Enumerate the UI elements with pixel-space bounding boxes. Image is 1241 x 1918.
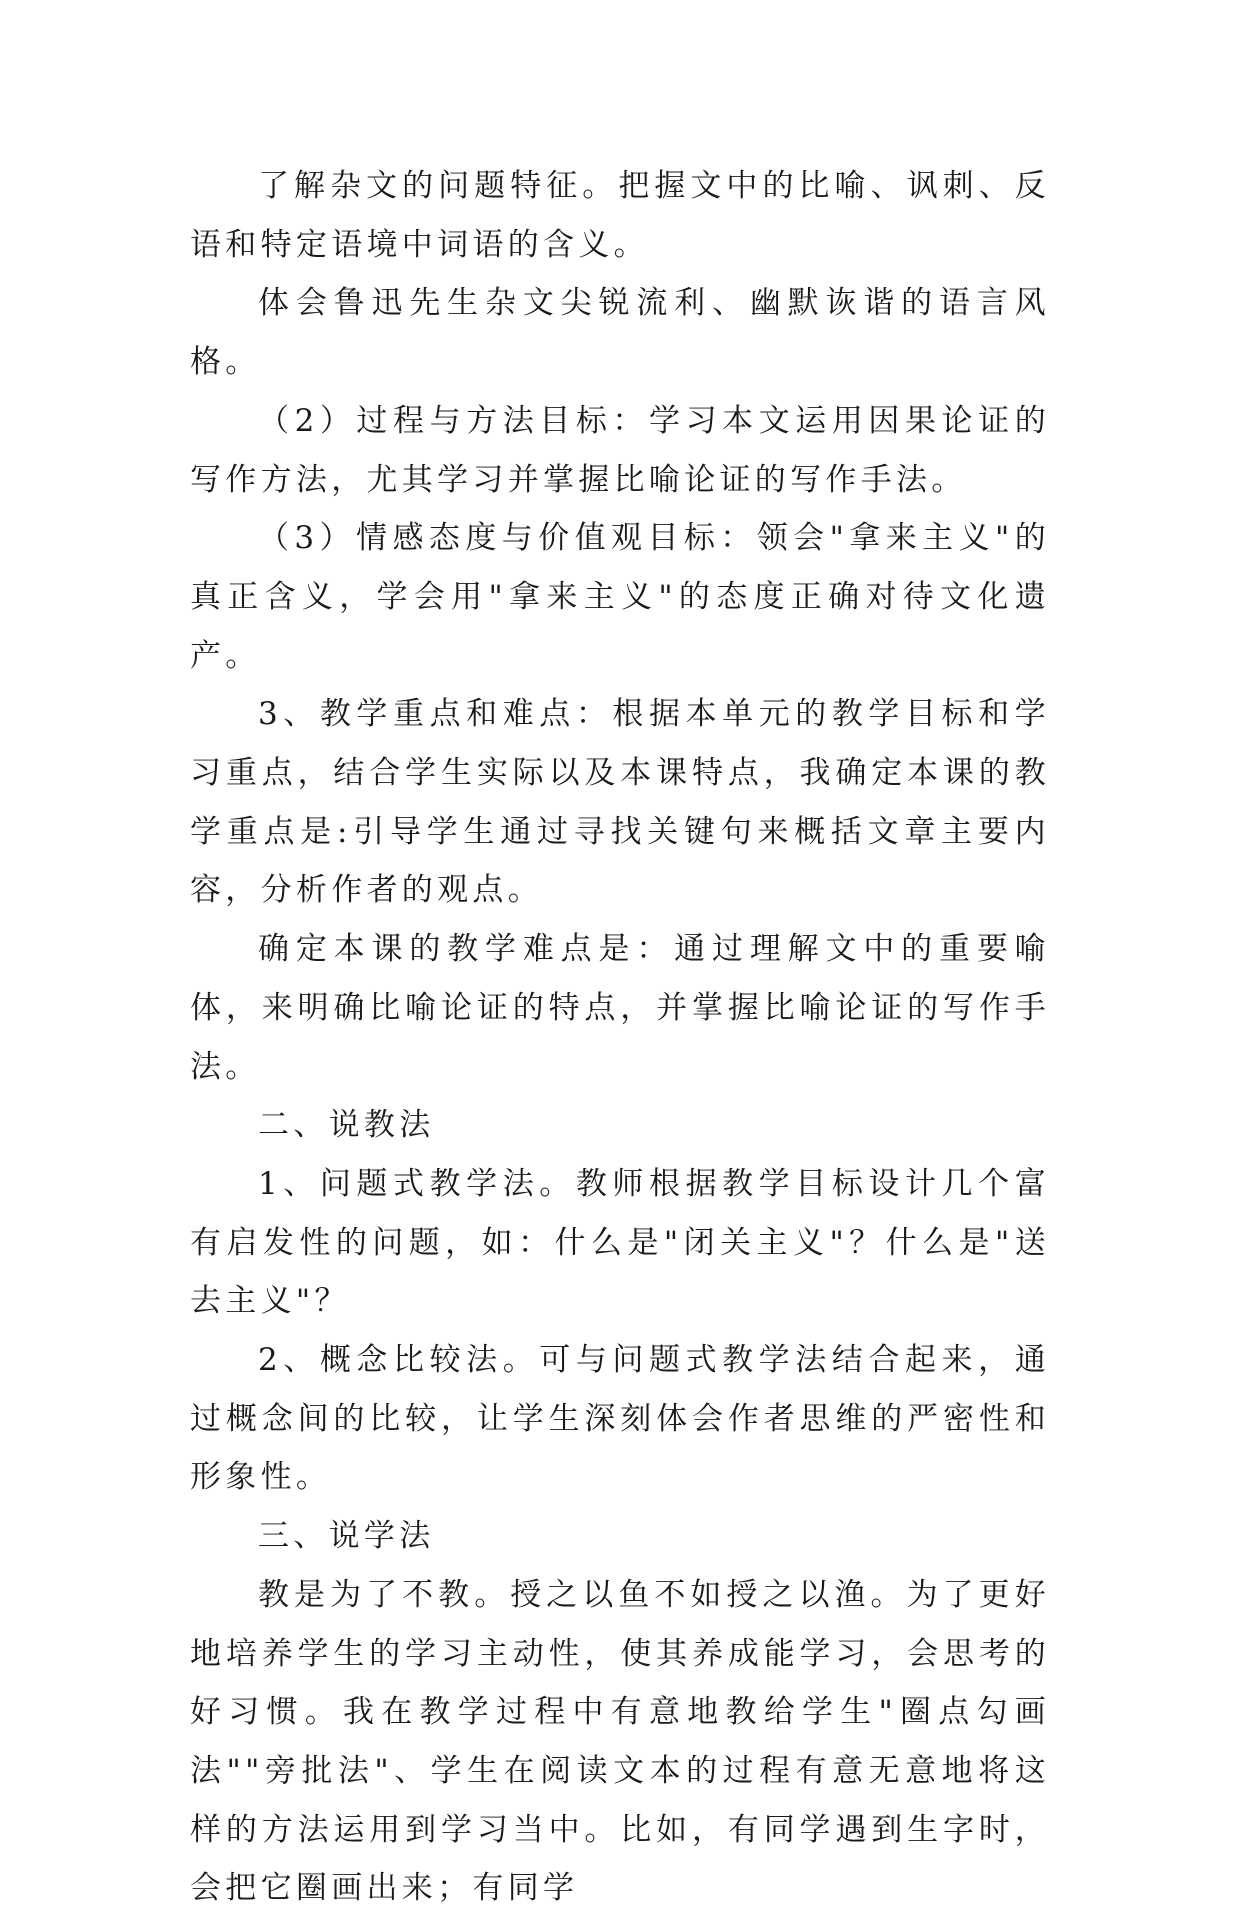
paragraph-language-style: 体会鲁迅先生杂文尖锐流利、幽默诙谐的语言风格。 xyxy=(190,285,1050,381)
paragraph-difficult-point: 确定本课的教学难点是：通过理解文中的重要喻体，来明确比喻论证的特点，并掌握比喻论证的写作手法。 xyxy=(190,931,1050,1085)
paragraph-emotion-value-goal: （3）情感态度与价值观目标：领会"拿来主义"的真正含义，学会用"拿来主义"的态度正确对待文化遗产。 xyxy=(190,520,1050,674)
heading-teaching-method: 二、说教法 xyxy=(258,1107,435,1144)
paragraph-key-difficult-points: 3、教学重点和难点：根据本单元的教学目标和学习重点，结合学生实际以及本课特点，我确定本课的教学重点是:引导学生通过寻找关键句来概括文章主要内容，分析作者的观点。 xyxy=(190,696,1050,909)
paragraph-question-method: 1、问题式教学法。教师根据教学目标设计几个富有启发性的问题，如：什么是"闭关主义"？什么是"送去主义"？ xyxy=(190,1165,1050,1320)
heading-learning-method: 三、说学法 xyxy=(258,1518,435,1555)
document-body xyxy=(190,157,1050,1918)
paragraph-learning-method: 教是为了不教。授之以鱼不如授之以渔。为了更好地培养学生的学习主动性，使其养成能学习，会思考的好习惯。我在教学过程中有意地教给学生"圈点勾画法""旁批法"、学生在阅读文本的过程有意无意地将这样的方法运用到学习当中。比如，有同学遇到生字时，会把它圈画出来；有同学 xyxy=(190,1576,1050,1907)
paragraph-process-method-goal: （2）过程与方法目标：学习本文运用因果论证的写作方法，尤其学习并掌握比喻论证的写作手法。 xyxy=(190,402,1050,498)
paragraph-issue-features: 了解杂文的问题特征。把握文中的比喻、讽刺、反语和特定语境中词语的含义。 xyxy=(190,168,1050,263)
paragraph-concept-comparison: 2、概念比较法。可与问题式教学法结合起来，通过概念间的比较，让学生深刻体会作者思维的严密性和形象性。 xyxy=(190,1342,1050,1496)
